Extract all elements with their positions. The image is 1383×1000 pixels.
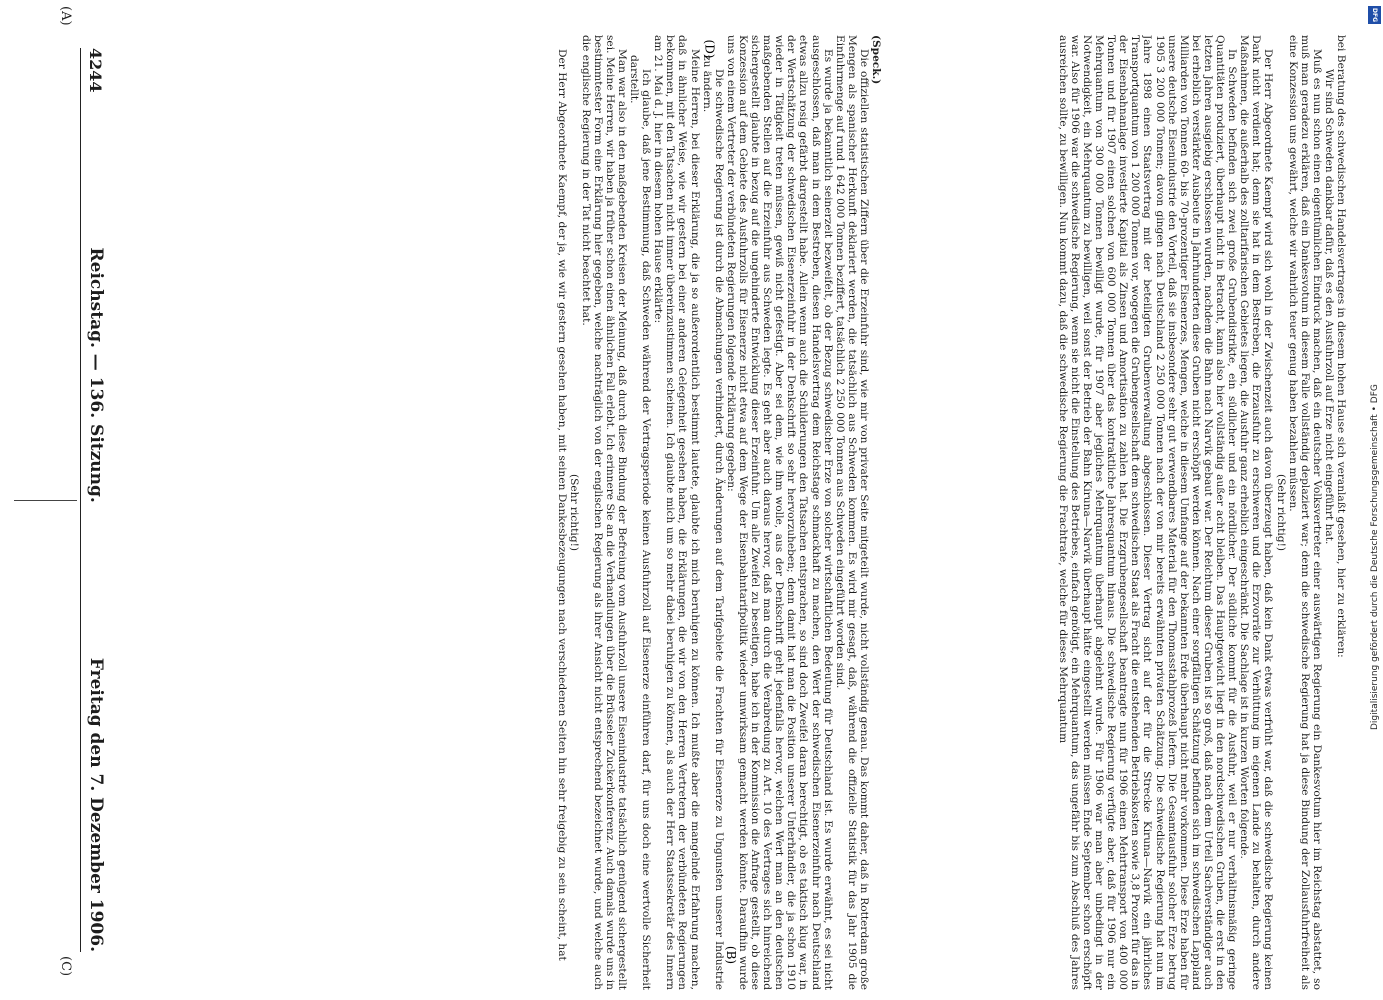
paragraph: Muß es nun schon einen eigentümlichen Eindruck machen, daß ein deutscher Volksvertreter einer auswärtigen Regierung ein Dankesvotum hier im Reichstag abstattet, so muß man geradezu erklären, daß ein Dankesvotum in diesem Falle vollständig deplaziert war; denn die schwedische Regierung hat ja diese Bindung der Zollausfuhrfreiheit als eine Konzession uns gewährt, welche wir wahrlich teuer genug haben bezahlen müssen. xyxy=(1286,35,1323,990)
session-title: Reichstag. — 136. Sitzung. xyxy=(86,247,106,503)
speaker-tag: (Speck.) xyxy=(870,35,882,85)
paragraph: Es wurde ja bekanntlich seinerzeit bezweifelt, ob der Bezug schwedischer Erze von solcher wirtschaftlichen Bedeutung für Deutschland ist. Es wurde erwähnt, es sei nicht ausgeschlossen, daß man in dem Bestreben, diesen Handelsvertrag dem Reichstage schmackhaft zu machen, den Wert der schwedischen Eisenerzeinfuhr nach Deutschland etwas allzu rosig gefärbt dargestellt habe. Allein wenn auch die Schilderungen den Tatsachen entsprachen, so sind doch Zweifel daran berechtigt, ob es taktisch klug war, in der Wertschätzung der schwedischen Eisenerzeinfuhr in der Denkschrift so sehr hervorzuheben; denn damit hat man die Position unserer Unterhändler, die ja schon 1910 wieder in Tätigkeit treten müssen, gewiß nicht gefestigt. Aber sei dem, wie ihm wolle, aus der Denkschrift geht jedenfalls hervor, welchen Wert man an den deutschen maßgebenden Stellen auf die Erzeinfuhr aus Schweden legte. Es geht aber auch daraus hervor, daß man durch die Verabredung zu Art. 10 des Vertrages sich hinreichend sichergestellt glaubte in bezug auf die ungehinderte Entwicklung dieser Erzeinfuhr. Um alle Zweifel zu beseitigen, habe ich in der Kommission die Anfrage gestellt, ob diese Konzession auf dem Gebiete des Ausfuhrzolls für Eisenerze nicht etwa auf dem Wege der Eisenbahntarifpolitik wieder umwirksam gemacht werden könnte. Daraufhin wurde uns von einem Vertreter der verbündeten Regierungen folgende Erklärung gegeben: xyxy=(724,35,834,990)
paragraph: Man war also in den maßgebenden Kreisen der Meinung, daß durch diese Bindung der Befreiung vom Ausfuhrzoll unsere Eisenindustrie tatsächlich genügend sichergestellt sei. Meine Herren, wir haben ja früher schon einen ähnlichen Fall erlebt. Ich erinnere Sie an die Verhandlungen über die Brüsseler Zuckerkonferenz. Auch damals wurde uns in bestimmtester Form eine Erklärung hier gegeben, welche nachträglich von der englischen Regierung als ihrer Ansicht nicht entsprechend bezeichnet wurde, und welche auch die englische Regierung in der Tat nicht beachtet hat. xyxy=(579,35,629,990)
paragraph: Wir sind Schweden dankbar dafür, daß es den Ausfuhrzoll auf Erze nicht eingeführt hat. xyxy=(1322,69,1335,545)
margin-mark-d: (D) xyxy=(702,39,717,59)
margin-mark-b: (B) xyxy=(724,945,739,965)
paragraph: In Schweden befinden sich zwei große Grubendistrikte, ein südlicher und ein nördlicher. Der südliche kommt für die Ausfuhr, weil er nur verhältnismäßig geringe Quantitäten produziert, überhaupt nicht in Betracht, kann also hier vollständig außer acht bleiben. Das Hauptgewicht liegt in den nordschwedischen Gruben, die erst in den letzten Jahren ausgiebig erschlossen wurden, nachdem die Bahn nach Narvik gebaut war. Der Reichtum dieser Gruben ist so groß, daß nach dem Urteil Sachverständiger auch bei erheblich verstärkter Ausbeute in Jahrhunderten diese Gruben nicht erschöpft werden können. Nach einer sorgfältigen Schätzung befinden sich im schwedischen Lappland Milliarden von Tonnen 60- bis 70-prozentiger Eisenerzes, Mengen, welche in diesem Umfange auf der bekannten Erde überhaupt nicht mehr vorkommen. Diese Erze haben für unsere deutsche Eisenindustrie den Vorteil, daß sie insbesondere sehr gut verwendbares Material für den Thomasstahlprozeß liefern. Die Gesamtausfuhr solcher Erze betrug 1905 3 200 000 Tonnen; davon gingen nach Deutschland 2 250 000 Tonnen nach der von mir bereits erwähnten privaten Schätzung. Die schwedische Regierung hat nun im Jahre 1898 einen Staatsvertrag mit der beteiligten Grubenverwaltung abgeschlossen. Dieser Vertrag sicht auf der für die Strecke Kiruna—Narvik ein jährliches Transportquantum von 1 200 000 Tonnen vor, wogegen die Grubengesellschaft dem schwedischen Staat als Fracht die entstehenden Betriebskosten sowie 3,8 Prozent für das in der Eisenbahnanlage investierte Kapital als Zinsen und Amortisation zu zahlen hat. Die Erzgrubengesellschaft beantragte nun für 1906 einen Mehrtransport von 400 000 Tonnen und für 1907 einen solchen von 600 000 Tonnen über das kontraktliche Jahresquantum hinaus. Die schwedische Regierung verfügte aber, daß für 1906 nur ein Mehrquantum von 300 000 Tonnen bewilligt wurde, für 1907 aber jegliches Mehrquantum überhaupt abgelehnt wurde. Für 1906 war man aber unbedingt in der Notwendigkeit, ein Mehrquantum zu bewilligen, weil sonst der Betrieb der Bahn Kiruna—Narvik überhaupt hätte eingestellt werden müssen Ende September schon erschöpft war. Also für 1906 war die schwedische Regierung, wenn sie nicht die Einstellung des Betriebes, einfach genötigt, ein Mehrquantum, das ungefähr bis zum Abschluß des Jahres ausreichen sollte, zu bewilligen. Nun kommt dazu, daß die schwedische Regierung die Frachtrate, welche für dieses Mehrquantum xyxy=(1056,35,1239,990)
dfg-side-note: Digitalisierung gefördert durch die Deutsche Forschungsgemeinschaft • DFG xyxy=(1370,384,1380,730)
right-column-text xyxy=(935,35,1347,990)
page-number: 4244 xyxy=(86,48,106,93)
interjection: (Sehr richtig!) xyxy=(1274,474,1287,551)
left-column-text xyxy=(470,35,882,990)
paragraph: Ich glaube, daß jene Bestimmung, daß Schweden während der Vertragsperiode keinen Ausfuhrzoll auf Eisenerze einführen darf, für uns doch eine wertvolle Sicherheit darstellt. xyxy=(628,55,653,990)
interjection: (Sehr richtig!) xyxy=(567,474,580,551)
margin-mark-c: (C) xyxy=(58,956,73,977)
paragraph: Die offiziellen statistischen Ziffern über die Erzeinfuhr sind, wie mir von privater Seite mitgeteilt wurde, nicht vollständig genau. Das kommt daher, daß in Rotterdam große Mengen als spanischer Herkunft deklariert werden, die tatsächlich aus Schweden kommen. Es wird mir gesagt, daß, während die offizielle Statistik für das Jahr 1905 die Einfuhrmenge auf rund 1 642 000 Tonnen beziffert, tatsächlich 2 250 000 Tonnen aus Schweden eingeführt worden sind. xyxy=(833,35,870,990)
paragraph: Die schwedische Regierung ist durch die Abmachungen verhindert, durch Änderungen auf dem Tarifgebiete die Frachten für Eisenerze zu Ungunsten unserer Industrie zu ändern. xyxy=(700,55,725,990)
paragraph: Meine Herren, bei dieser Erklärung, die ja so außerordentlich bestimmt lautete, glaubte ich mich beruhigen zu können. Ich mußte aber die mangelnde Erfahrung machen, daß in ähnlicher Weise, wie wir gestern bei einer anderen Gelegenheit gesehen haben, die Erklärungen, die wir von den Herren Vertretern der verbündeten Regierungen bekommen, mit den Tatsachen nicht immer übereinzustimmen scheinen. Ich glaubte mich um so mehr dabei beruhigen zu können, als auch der Herr Staatssekretär des Innern am 21. Mai d. J. hier in diesem hohen Hause erklärte: xyxy=(652,35,701,990)
margin-mark-a: (A) xyxy=(58,6,73,26)
session-date: Freitag den 7. Dezember 1906. xyxy=(86,657,106,952)
paragraph: bei Beratung des schwedischen Handelsvertrages in diesem hohen Hause sich veranlaßt gesehen, hier zu erklären: xyxy=(1335,35,1347,658)
paragraph: Der Herr Abgeordnete Kaempf, der ja, wie wir gestern gesehen haben, mit seinen Dankesbezeugungen nach verschiedenen Seiten hin sehr freigebig zu sein scheint, hat xyxy=(555,49,568,961)
dfg-badge: DFG xyxy=(1368,6,1381,24)
paragraph: Der Herr Abgeordnete Kaempf wird sich wohl in der Zwischenzeit auch davon überzeugt haben, daß kein Dank etwas verfrüht war, daß die schwedische Regierung keinen Dank nicht verdient hat; denn sie hat in dem Bestreben, die Erzausfuhr zu erschweren und die Erzvorräte zur Verhüttung im eigenen Lande zu behalten, durch andere Maßnahmen, die außerhalb des zolltarifarischen Gebietes liegen, die Ausfuhr ganz erheblich eingeschränkt. Die Sachlage ist in kurzen Worten folgende. xyxy=(1238,35,1275,990)
